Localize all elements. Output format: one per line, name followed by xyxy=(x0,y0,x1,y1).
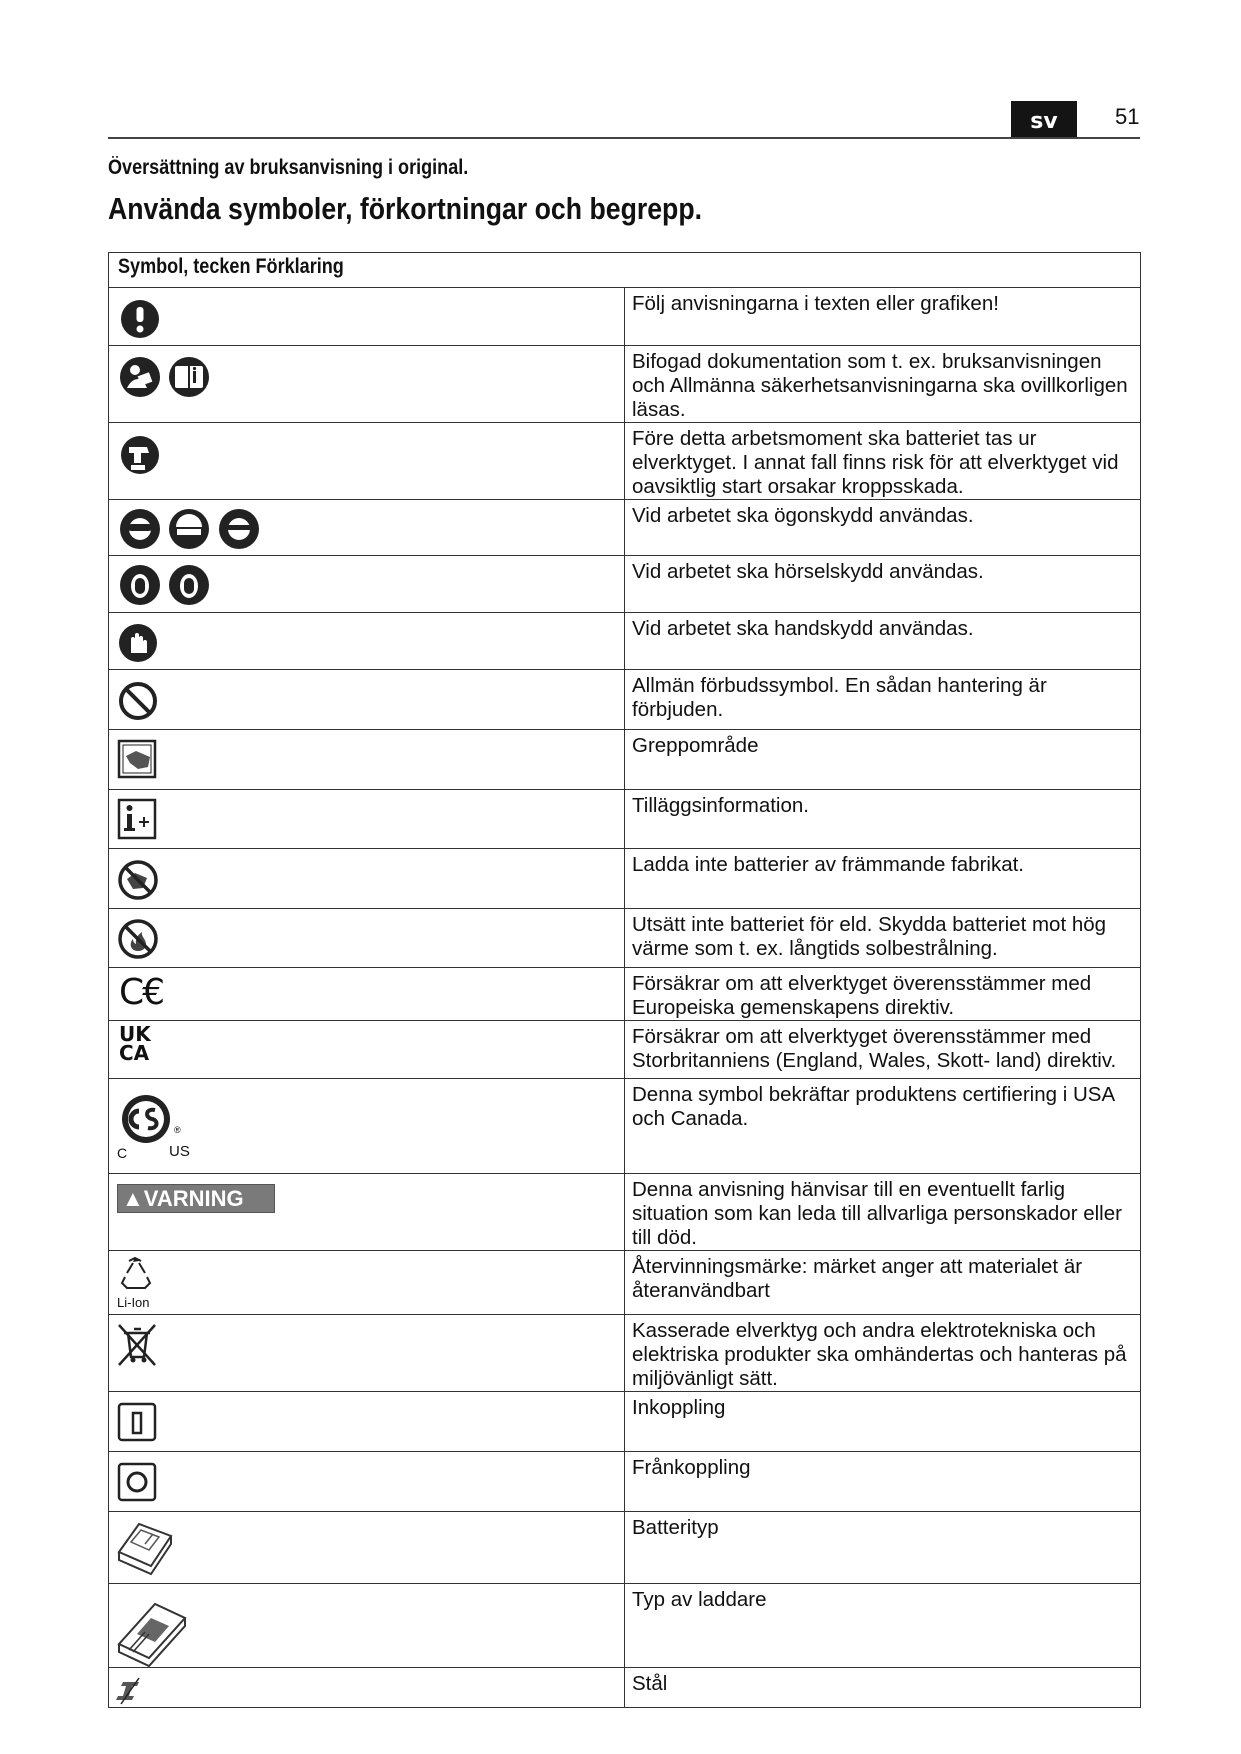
charger-type-icon xyxy=(109,1584,305,1668)
explanation-cell: Denna symbol bekräftar produktens certifiering i USA och Canada. xyxy=(625,1079,1141,1174)
explanation-cell: Utsätt inte batteriet för eld. Skydda batteriet mot hög värme som t. ex. långtids solbestrålning. xyxy=(625,909,1141,968)
table-row xyxy=(109,423,1141,500)
explanation-cell: Före detta arbetsmoment ska batteriet tas ur elverktyget. I annat fall finns risk för att elverktyget vid oavsiktlig start orsakar kroppsskada. xyxy=(625,423,1141,500)
svg-text:®: ® xyxy=(174,1125,181,1135)
page-number: 51 xyxy=(1115,104,1140,129)
symbol-cell xyxy=(109,1392,625,1452)
ce-mark-icon: C€ xyxy=(119,972,164,1013)
symbol-table xyxy=(108,252,1141,1708)
explanation-cell: Batterityp xyxy=(625,1512,1141,1584)
translation-note: Översättning av bruksanvisning i original. xyxy=(108,156,469,179)
table-row xyxy=(109,556,1141,613)
table-row xyxy=(109,1174,1141,1251)
warning-label-icon: ▲VARNING xyxy=(117,1184,275,1213)
steel-icon xyxy=(109,1668,305,1708)
explanation-cell: Vid arbetet ska ögonskydd användas. xyxy=(625,500,1141,556)
table-row xyxy=(109,500,1141,556)
exclamation-icon xyxy=(109,288,305,346)
switch-on-icon xyxy=(109,1392,305,1452)
symbol-cell xyxy=(109,613,625,670)
grip-area-icon xyxy=(109,730,305,790)
explanation-cell: Tilläggsinformation. xyxy=(625,790,1141,849)
symbol-cell xyxy=(109,288,625,346)
table-row xyxy=(109,909,1141,968)
explanation-cell: Denna anvisning hänvisar till en eventuellt farlig situation som kan leda till allvarliga personskador eller till död. xyxy=(625,1174,1141,1251)
switch-off-icon xyxy=(109,1452,305,1512)
csa-c-label: C xyxy=(117,1145,128,1161)
ukca-top: UK xyxy=(119,1022,151,1046)
recycling-icon xyxy=(109,1251,305,1295)
explanation-cell: Försäkrar om att elverktyget överensstämmer med Europeiska gemenskapens direktiv. xyxy=(625,968,1141,1021)
symbol-cell xyxy=(109,1021,625,1079)
explanation-cell: Vid arbetet ska handskydd användas. xyxy=(625,613,1141,670)
ear-protection-icon xyxy=(109,556,305,613)
symbol-cell xyxy=(109,1174,625,1251)
symbol-cell xyxy=(109,346,625,423)
table-row xyxy=(109,849,1141,909)
table-header-text: Symbol, tecken Förklaring xyxy=(118,255,344,278)
explanation-cell: Stål xyxy=(625,1668,1141,1708)
table-row xyxy=(109,1021,1141,1079)
symbol-cell xyxy=(109,968,625,1021)
table-row xyxy=(109,1452,1141,1512)
ukca-mark-icon xyxy=(119,1022,151,1065)
prohibition-icon xyxy=(109,670,305,730)
ukca-bottom: CA xyxy=(119,1041,150,1065)
table-row xyxy=(109,1251,1141,1315)
li-ion-label: Li-Ion xyxy=(117,1295,150,1310)
explanation-cell: Återvinningsmärke: märket anger att materialet är återanvändbart xyxy=(625,1251,1141,1315)
table-row xyxy=(109,1392,1141,1452)
explanation-cell: Följ anvisningarna i texten eller grafiken! xyxy=(625,288,1141,346)
table-row xyxy=(109,1315,1141,1392)
header-rule xyxy=(108,137,1140,139)
symbol-cell xyxy=(109,1512,625,1584)
table-row xyxy=(109,346,1141,423)
symbol-cell xyxy=(109,1668,625,1708)
table-row xyxy=(109,1079,1141,1174)
symbol-cell xyxy=(109,670,625,730)
table-row xyxy=(109,613,1141,670)
glove-icon xyxy=(109,613,305,670)
explanation-cell: Frånkoppling xyxy=(625,1452,1141,1512)
no-fire-icon xyxy=(109,909,305,968)
symbol-cell xyxy=(109,1079,625,1174)
table-row xyxy=(109,730,1141,790)
language-tab: sv xyxy=(1011,101,1077,139)
explanation-cell: Typ av laddare xyxy=(625,1584,1141,1668)
explanation-cell: Allmän förbudssymbol. En sådan hantering är förbjuden. xyxy=(625,670,1141,730)
symbol-cell xyxy=(109,849,625,909)
remove-battery-icon xyxy=(109,423,305,485)
csa-us-label: US xyxy=(169,1143,190,1160)
explanation-cell: Greppområde xyxy=(625,730,1141,790)
symbol-cell xyxy=(109,423,625,500)
table-row xyxy=(109,1512,1141,1584)
table-row xyxy=(109,1668,1141,1708)
symbol-cell xyxy=(109,500,625,556)
explanation-cell: Inkoppling xyxy=(625,1392,1141,1452)
info-plus-icon xyxy=(109,790,305,849)
explanation-cell: Försäkrar om att elverktyget överensstämmer med Storbritanniens (England, Wales, Skott- land) direktiv. xyxy=(625,1021,1141,1079)
symbol-cell xyxy=(109,1452,625,1512)
eye-protection-icon xyxy=(109,500,305,556)
symbol-cell xyxy=(109,1315,625,1392)
symbol-cell xyxy=(109,790,625,849)
table-row xyxy=(109,288,1141,346)
explanation-cell: Vid arbetet ska hörselskydd användas. xyxy=(625,556,1141,613)
table-row xyxy=(109,670,1141,730)
csa-mark-icon xyxy=(109,1079,305,1174)
symbol-cell xyxy=(109,556,625,613)
table-row xyxy=(109,968,1141,1021)
table-row xyxy=(109,1584,1141,1668)
explanation-cell: Ladda inte batterier av främmande fabrikat. xyxy=(625,849,1141,909)
symbol-cell xyxy=(109,1584,625,1668)
symbol-cell xyxy=(109,730,625,790)
explanation-cell: Kasserade elverktyg och andra elektrotekniska och elektriska produkter ska omhändertas och hanteras på miljövänligt sätt. xyxy=(625,1315,1141,1392)
read-manual-icon xyxy=(109,346,305,404)
symbol-cell xyxy=(109,909,625,968)
table-row xyxy=(109,790,1141,849)
explanation-cell: Bifogad dokumentation som t. ex. bruksanvisningen och Allmänna säkerhetsanvisningarna ska ovillkorligen läsas. xyxy=(625,346,1141,423)
page-title: Använda symboler, förkortningar och begrepp. xyxy=(108,191,703,226)
symbol-cell xyxy=(109,1251,625,1315)
no-foreign-battery-icon xyxy=(109,849,305,909)
weee-bin-icon xyxy=(109,1315,305,1373)
battery-type-icon xyxy=(109,1512,305,1584)
